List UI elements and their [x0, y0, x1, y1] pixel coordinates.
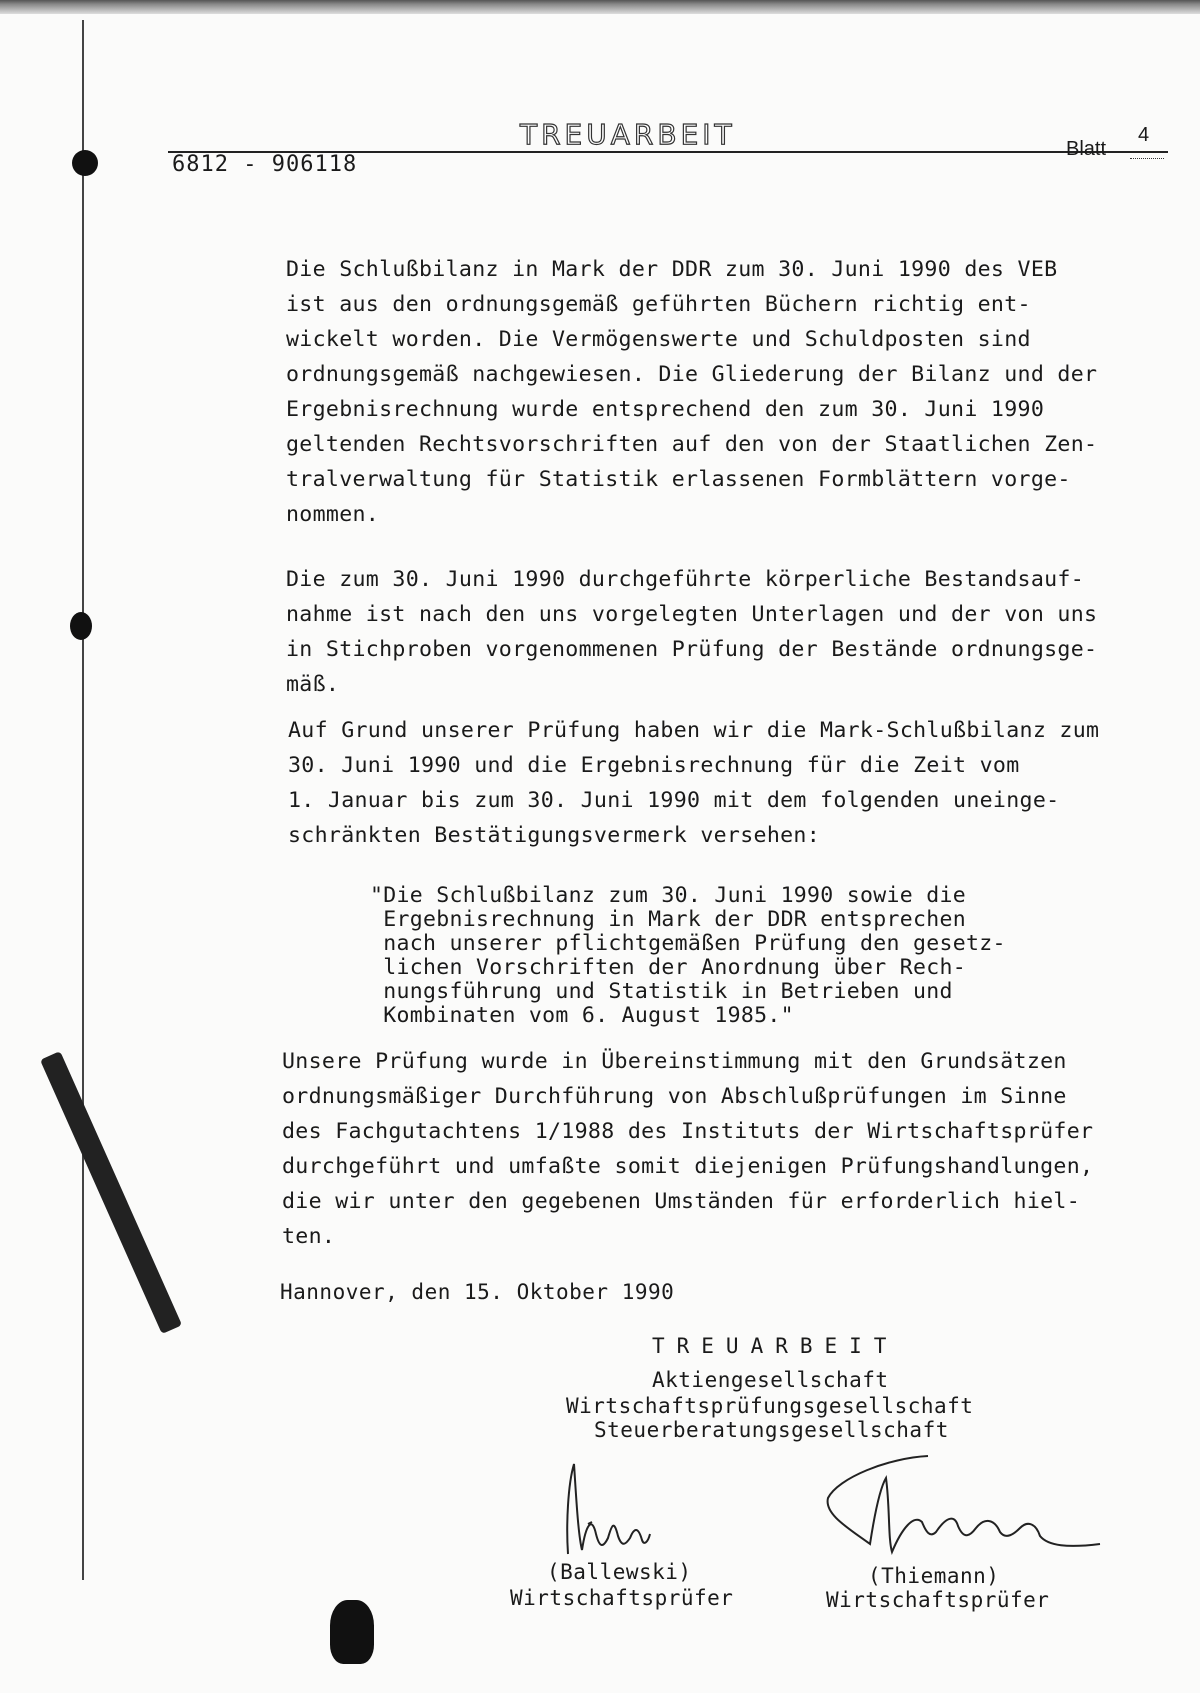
punch-hole-top — [72, 150, 98, 176]
letterhead-company: TREUARBEIT — [520, 118, 736, 151]
signatory-1-title: Wirtschaftsprüfer — [510, 1586, 734, 1610]
signatory-1-name: (Ballewski) — [547, 1560, 692, 1584]
signature-firm-line-1: Aktiengesellschaft — [652, 1368, 889, 1392]
binding-margin-line — [82, 20, 84, 1580]
signature-ballewski — [548, 1454, 698, 1564]
audit-opinion-quote: "Die Schlußbilanz zum 30. Juni 1990 sowie die Ergebnisrechnung in Mark der DDR entsprechen nach unserer pflichtgemäßen Prüfung den gesetz- lichen Vorschriften der Anordnung über Rech- nungsführung und Statistik in Betrieben und Kombinaten vom 6. August 1985." — [370, 883, 1006, 1028]
signature-firm: TREUARBEIT — [652, 1334, 899, 1358]
ink-blot — [330, 1600, 374, 1664]
reference-number: 6812 - 906118 — [172, 152, 358, 177]
signatory-2-name: (Thiemann) — [868, 1564, 1000, 1588]
paragraph-inventory: Die zum 30. Juni 1990 durchgeführte körperliche Bestandsauf- nahme ist nach den uns vorgelegten Unterlagen und der von uns in Stichproben vorgenommenen Prüfung der Bestände ordnungsge- mäß. — [286, 567, 1098, 697]
punch-hole-middle — [70, 612, 92, 640]
sheet-number-line — [1130, 158, 1164, 159]
signature-thiemann — [818, 1448, 1108, 1568]
signature-firm-line-3: Steuerberatungsgesellschaft — [594, 1418, 949, 1442]
paragraph-audit-standards: Unsere Prüfung wurde in Übereinstimmung mit den Grundsätzen ordnungsmäßiger Durchführung von Abschlußprüfungen im Sinne des Fachgutachtens 1/1988 des Instituts der Wirtschaftsprüfer durchgeführt und umfaßte somit diejenigen Prüfungshandlungen, die wir unter den gegebenen Umständen für erforderlich hiel- ten. — [282, 1049, 1094, 1249]
scan-top-edge — [0, 0, 1200, 14]
place-date: Hannover, den 15. Oktober 1990 — [280, 1280, 675, 1304]
signature-firm-line-2: Wirtschaftsprüfungsgesellschaft — [566, 1394, 974, 1418]
paragraph-audit-result: Auf Grund unserer Prüfung haben wir die Mark-Schlußbilanz zum 30. Juni 1990 und die Ergebnisrechnung für die Zeit vom 1. Januar bis zum 30. Juni 1990 mit dem folgenden uneinge- schränkten Bestätigungsvermerk versehen: — [288, 718, 1100, 848]
paragraph-balance: Die Schlußbilanz in Mark der DDR zum 30. Juni 1990 des VEB ist aus den ordnungsgemäß geführten Büchern richtig ent- wickelt worden. Die Vermögenswerte und Schuldposten sind ordnungsgemäß nachgewiesen. Die Gliederung der Bilanz und der Ergebnisrechnung wurde entsprechend den zum 30. Juni 1990 geltenden Rechtsvorschriften auf den von der Staatlichen Zen- tralverwaltung für Statistik erlassenen Formblättern vorge- nommen. — [286, 257, 1098, 527]
scan-streak — [40, 1051, 182, 1334]
sheet-label: Blatt — [1066, 138, 1107, 160]
sheet-number: 4 — [1138, 124, 1150, 146]
signatory-2-title: Wirtschaftsprüfer — [826, 1588, 1050, 1612]
